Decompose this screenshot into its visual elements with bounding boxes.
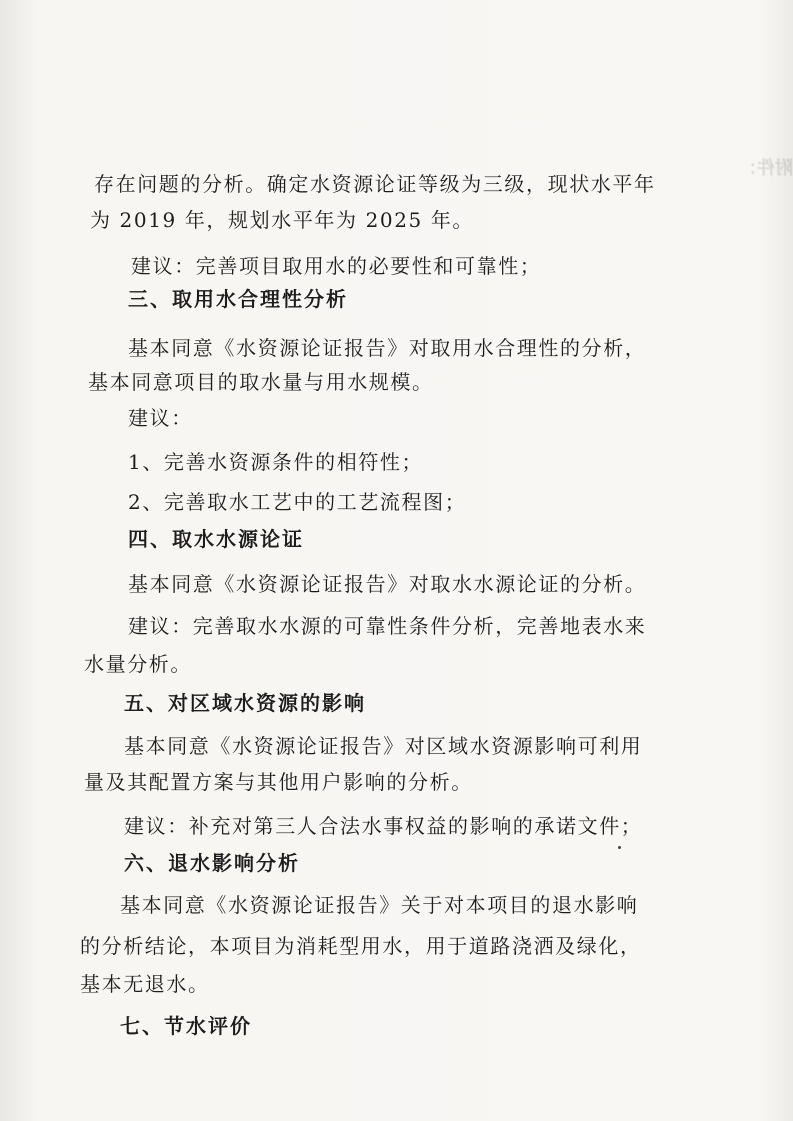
paragraph-line: 的分析结论，本项目为消耗型用水，用于道路浇洒及绿化， bbox=[80, 934, 642, 958]
paragraph-line: 基本同意项目的取水量与用水规模。 bbox=[88, 370, 434, 394]
section-heading: 六、退水影响分析 bbox=[124, 851, 300, 875]
paragraph-line: 基本同意《水资源论证报告》对区域水资源影响可利用 bbox=[124, 734, 643, 758]
paragraph-line: 为 2019 年，规划水平年为 2025 年。 bbox=[90, 208, 475, 232]
section-heading: 五、对区域水资源的影响 bbox=[124, 691, 366, 715]
scan-speck bbox=[618, 846, 621, 849]
paragraph-line: 基本同意《水资源论证报告》对取用水合理性的分析， bbox=[128, 336, 647, 360]
section-heading: 三、取用水合理性分析 bbox=[128, 287, 348, 311]
paragraph-line: 基本同意《水资源论证报告》关于对本项目的退水影响 bbox=[120, 893, 639, 917]
paragraph-line: 建议： bbox=[128, 406, 193, 430]
paragraph-line: 建议：完善取水水源的可靠性条件分析，完善地表水来 bbox=[128, 614, 647, 638]
paragraph-line: 建议：完善项目取用水的必要性和可靠性； bbox=[131, 254, 542, 278]
paragraph-line: 水量分析。 bbox=[84, 652, 192, 676]
paragraph-line: 基本无退水。 bbox=[80, 972, 210, 996]
section-heading: 七、节水评价 bbox=[120, 1014, 252, 1038]
paragraph-line: 存在问题的分析。确定水资源论证等级为三级，现状水平年 bbox=[94, 172, 656, 196]
section-heading: 四、取水水源论证 bbox=[128, 527, 304, 551]
show-through-line: 附件： bbox=[739, 158, 793, 179]
paragraph-line: 建议：补充对第三人合法水事权益的影响的承诺文件； bbox=[124, 814, 643, 838]
paragraph-line: 基本同意《水资源论证报告》对取水水源论证的分析。 bbox=[128, 572, 647, 596]
list-item: 2、完善取水工艺中的工艺流程图； bbox=[128, 490, 467, 514]
paragraph-line: 量及其配置方案与其他用户影响的分析。 bbox=[84, 770, 473, 794]
list-item: 1、完善水资源条件的相符性； bbox=[128, 450, 424, 474]
